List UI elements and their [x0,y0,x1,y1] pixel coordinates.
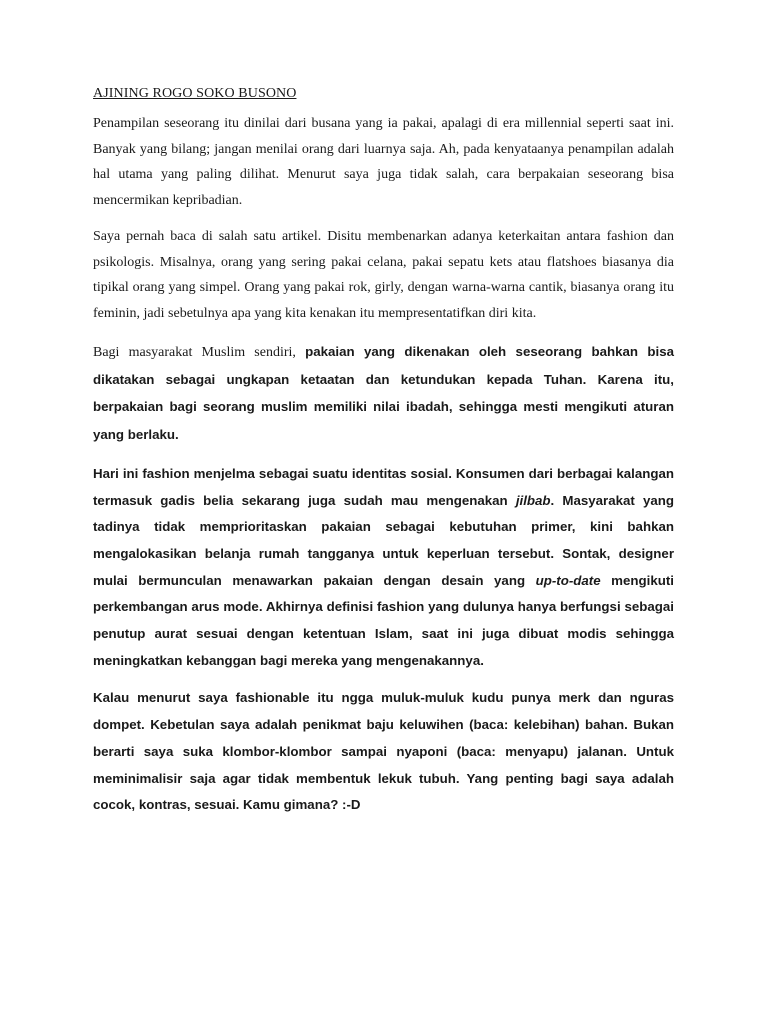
paragraph-4-text-a: Hari ini fashion menjelma sebagai suatu identitas sosial. Konsumen dari berbagai kalangan termasuk gadis belia sekarang juga sudah mau mengenakan [93,465,674,508]
paragraph-4-italic-up-to-date: up-to-date [535,572,601,588]
paragraph-1: Penampilan seseorang itu dinilai dari busana yang ia pakai, apalagi di era millennial seperti saat ini. Banyak yang bilang; jangan menilai orang dari luarnya saja. Ah, pada kenyataanya penampilan adalah hal utama yang paling dilihat. Menurut saya juga tidak salah, cara berpakaian seseorang bisa mencermikan kepribadian. [93,116,674,208]
paragraph-4-text-c: mengikuti perkembangan arus mode. Akhirnya definisi fashion yang dulunya hanya berfungsi sebagai penutup aurat sesuai dengan ketentuan Islam, saat ini juga dibuat modis sehingga meningkatkan kebanggan bagi mereka yang mengenakannya. [93,572,674,668]
paragraph-4 [93,461,674,675]
paragraph-3-bold-text: pakaian yang dikenakan oleh seseorang bahkan bisa dikatakan sebagai ungkapan ketaatan dan ketundukan kepada Tuhan. Karena itu, berpakaian bagi seorang muslim memiliki nilai ibadah, sehingga mesti mengikuti aturan yang berlaku. [93,344,674,443]
paragraph-2: Saya pernah baca di salah satu artikel. Disitu membenarkan adanya keterkaitan antara fashion dan psikologis. Misalnya, orang yang sering pakai celana, pakai sepatu kets atau flatshoes biasanya dia tipikal orang yang simpel. Orang yang pakai rok, girly, dengan warna-warna cantik, biasanya orang itu feminin, jadi sebetulnya apa yang kita kenakan itu mempresentatifkan diri kita. [93,229,674,321]
paragraph-4-text-b: . Masyarakat yang tadinya tidak memprioritaskan pakaian sebagai kebutuhan primer, kini bahkan mengalokasikan belanja rumah tangganya untuk keperluan tersebut. Sontak, designer mulai bermunculan menawarkan pakaian dengan desain yang [93,492,675,588]
paragraph-4-italic-jilbab: jilbab [515,492,551,508]
document-page [93,86,674,819]
paragraph-3 [93,339,674,450]
paragraph-3-plain-text: Bagi masyarakat Muslim sendiri, [93,345,306,360]
paragraph-5: Kalau menurut saya fashionable itu ngga muluk-muluk kudu punya merk dan nguras dompet. Kebetulan saya adalah penikmat baju keluwihen (baca: kelebihan) bahan. Bukan berarti saya suka klombor-klombor sampai nyaponi (baca: menyapu) jalanan. Untuk meminimalisir saja agar tidak membentuk lekuk tubuh. Yang penting bagi saya adalah cocok, kontras, sesuai. Kamu gimana? :-D [93,690,674,813]
document-title: AJINING ROGO SOKO BUSONO [93,86,297,101]
